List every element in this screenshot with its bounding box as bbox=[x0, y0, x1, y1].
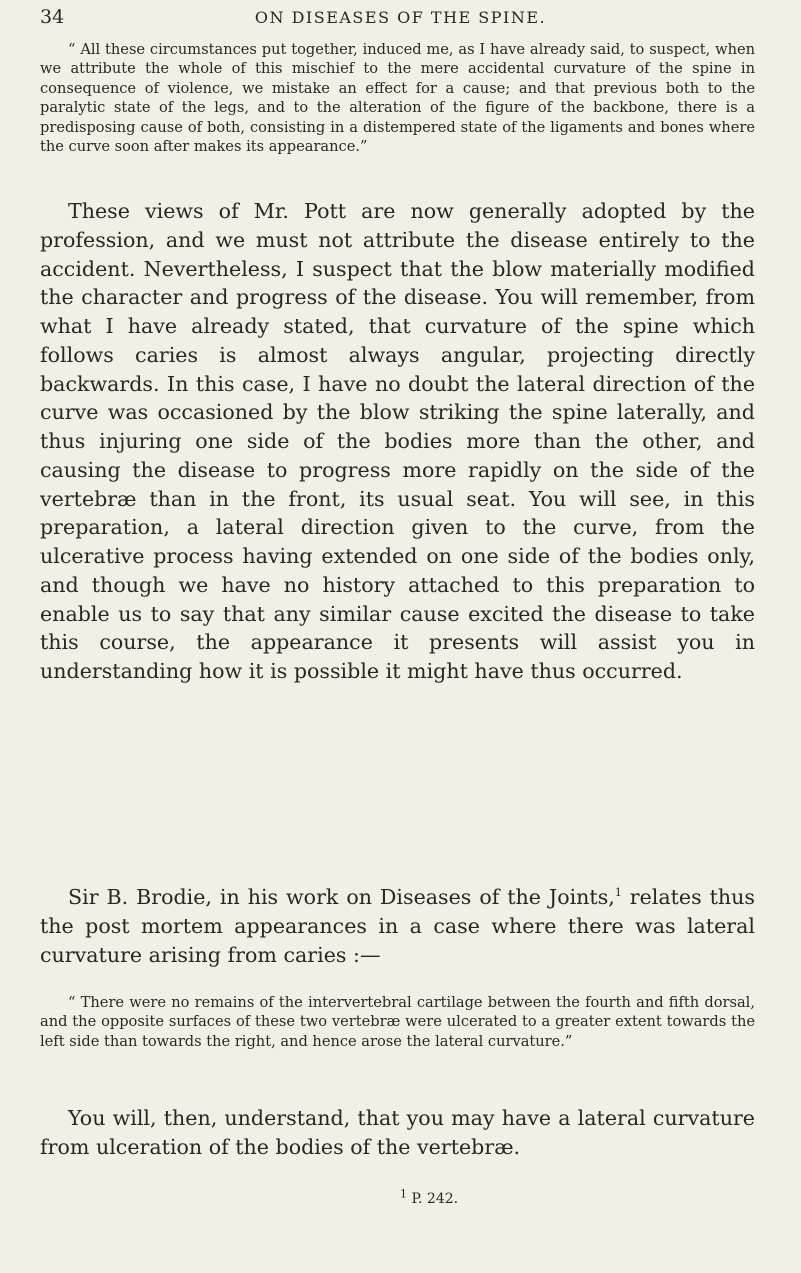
paragraph-text: Sir B. Brodie, in his work on Diseases of the Joints, bbox=[68, 885, 615, 909]
footnote-reference[interactable]: 1 bbox=[614, 886, 622, 900]
page-header bbox=[40, 6, 761, 32]
page-number: 34 bbox=[40, 6, 65, 28]
footnote bbox=[400, 1187, 459, 1208]
block-quote-pott: “ All these circumstances put together, induced me, as I have already said, to suspect, when we attribute the whole of this mischief to the mere accidental curvature of the spine in consequence of violence, we mistake an effect for a cause; and that previous both to the paralytic state of the legs, and to the alteration of the figure of the backbone, there is a predisposing cause of both, consisting in a distempered state of the ligaments and bones where the curve soon after makes its appearance.” bbox=[40, 41, 755, 156]
body-paragraph-brodie bbox=[40, 883, 755, 969]
body-paragraph: These views of Mr. Pott are now generally adopted by the profession, and we must not attribute the disease entirely to the accident. Nevertheless, I suspect that the blow materially modified the character and progress of the disease. You will remember, from what I have already stated, that curvature of the spine which follows caries is almost always angular, projecting directly backwards. In this case, I have no doubt the lateral direction of the curve was occasioned by the blow striking the spine laterally, and thus injuring one side of the bodies more than the other, and causing the disease to progress more rapidly on the side of the vertebræ than in the front, its usual seat. You will see, in this preparation, a lateral direction given to the curve, from the ulcerative process having extended on one side of the bodies only, and though we have no history attached to this preparation to enable us to say that any similar cause excited the disease to take this course, the appearance it presents will assist you in understanding how it is possible it might have thus occurred. bbox=[40, 199, 755, 683]
footnote-text: P. 242. bbox=[407, 1191, 459, 1207]
block-quote-brodie: “ There were no remains of the intervertebral cartilage between the fourth and fifth dorsal, and the opposite surfaces of these two vertebræ were ulcerated to a greater extent towards the left side than towards the right, and hence arose the lateral curvature.” bbox=[40, 994, 755, 1050]
body-paragraph-conclusion: You will, then, understand, that you may have a lateral curvature from ulceration of the bodies of the vertebræ. bbox=[40, 1106, 755, 1159]
running-title: ON DISEASES OF THE SPINE. bbox=[254, 8, 547, 27]
paragraph-text: relates thus the post mortem appearances in a case where there was lateral curvature arising from caries :— bbox=[40, 885, 755, 967]
footnote-mark: 1 bbox=[400, 1187, 407, 1201]
